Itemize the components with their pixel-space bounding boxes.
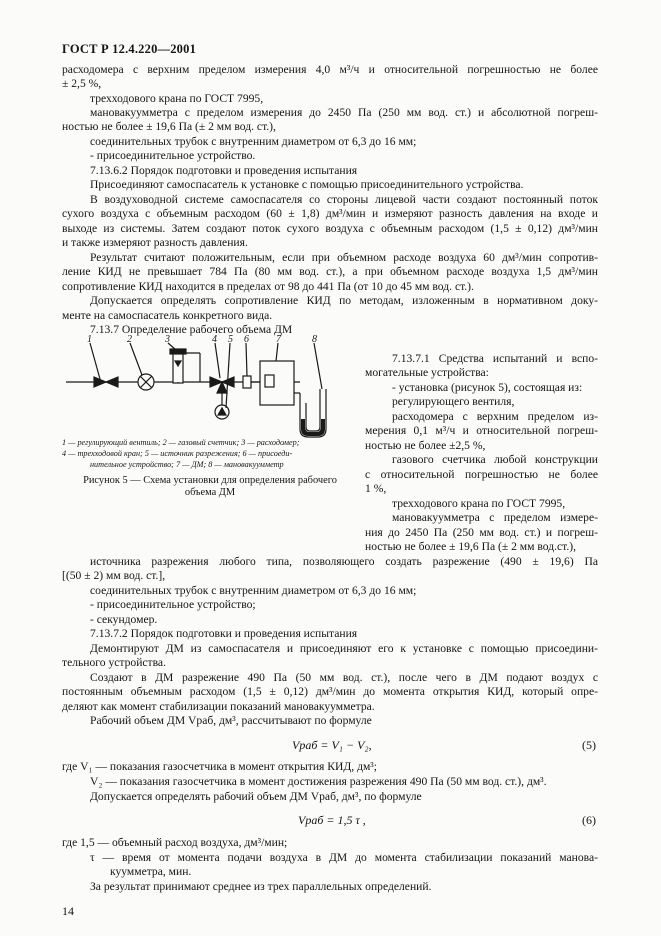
document-header: ГОСТ Р 12.4.220—2001 — [62, 42, 197, 56]
text-line: ностью не более ± 19,6 Па (± 2 мм вод.ст.), — [365, 540, 577, 553]
formula-6: Vраб = 1,5 τ , — [298, 813, 366, 827]
figure-caption: нительное устройство; 7 — ДМ; 8 — мановакуумметр — [90, 460, 284, 469]
text-line: ление КИД не превышает 784 Па (80 мм вод. ст.), а при объемном расходе воздуха 1,5 дм³/мин — [62, 265, 598, 278]
text-line: с относительной погрешностью не более — [365, 468, 598, 481]
text-line: соединительных трубок с внутренним диаметром от 6,3 до 16 мм; — [90, 584, 417, 597]
text-line: Создают в ДМ разрежение 490 Па (50 мм вод. ст.), после чего в ДМ подают воздух с — [90, 671, 598, 684]
text-line: трехходового крана по ГОСТ 7995, — [392, 497, 566, 510]
text-line: куумметра, мин. — [110, 865, 192, 878]
text-line: газового счетчика любой конструкции — [392, 453, 598, 466]
text-line: - присоединительное устройство; — [90, 598, 256, 611]
figure-label: 8 — [312, 334, 317, 345]
text-line: трехходового крана по ГОСТ 7995, — [90, 92, 264, 105]
text-line: - секундомер. — [90, 613, 158, 626]
figure-label: 2 — [127, 334, 132, 345]
text-line: τ — время от момента подачи воздуха в ДМ до момента стабилизации показаний манова- — [90, 851, 598, 864]
text-line: мерения 0,1 м³/ч и относительной погреш- — [365, 424, 598, 437]
figure-label: 5 — [228, 334, 233, 345]
text-line: Допускается определять рабочий объем ДМ Vраб, дм³, по формуле — [90, 790, 422, 803]
text-line: Присоединяют самоспасатель к установке с помощью присоединительного устройства. — [90, 178, 524, 191]
figure-caption: 4 — трехходовой кран; 5 — источник разрежения; 6 — присоеди- — [62, 449, 293, 458]
text-line: могательные устройства: — [365, 366, 489, 379]
text-line: 1 %, — [365, 482, 387, 495]
text-line: сухого воздуха с объемным расходом (60 ± 1,8) дм³/мин и измеряют разность давления на входе и — [62, 207, 598, 220]
text-line: За результат принимают среднее из трех параллельных определений. — [90, 880, 432, 893]
text-line: расходомера с верхним пределом из- — [392, 410, 598, 423]
text-line: сопротивление КИД находится в пределах от 98 до 441 Па (от 10 до 45 мм вод. ст.). — [62, 280, 474, 293]
text-line: - установка (рисунок 5), состоящая из: — [392, 381, 583, 394]
text-line: [(50 ± 2) мм вод. ст.], — [62, 569, 166, 582]
text-line: расходомера с верхним пределом измерения 4,0 м³/ч и относительной погрешностью не более — [62, 63, 598, 76]
figure-label: 7 — [276, 334, 281, 345]
text-line: - присоединительное устройство. — [90, 149, 256, 162]
text-line: постоянным объемным расходом (1,5 ± 0,12) дм³/мин до момента открытия КИД, который опре- — [62, 685, 598, 698]
figure-label: 1 — [87, 334, 92, 345]
figure-title: объема ДМ — [184, 487, 236, 498]
text-line: менте на самоспасатель конкретного вида. — [62, 309, 273, 322]
text-line: ностью не более ± 19,6 Па (± 2 мм вод. ст.), — [62, 120, 276, 133]
text-line: выходе из системы. Затем создают поток сухого воздуха с объемным расходом (1,5 ± 0,12) дм³/мин — [62, 222, 598, 235]
text-line: V₂ — показания газосчетчика в момент достижения разрежения 490 Па (50 мм вод. ст.), дм³. — [90, 775, 547, 788]
text-line: где V₁ — показания газосчетчика в момент открытия КИД, дм³; — [62, 760, 378, 773]
text-line: регулирующего вентиля, — [392, 395, 515, 408]
text-line: деляют как момент стабилизации показаний мановакуумметра. — [62, 700, 375, 713]
text-line: источника разрежения любого типа, позволяющего создать разрежение (490 ± 19,6) Па — [90, 555, 598, 568]
figure-label: 3 — [165, 334, 170, 345]
text-line: Рабочий объем ДМ Vраб, дм³, рассчитывают по формуле — [90, 714, 372, 727]
figure-label: 4 — [212, 334, 217, 345]
section-heading: 7.13.6.2 Порядок подготовки и проведения испытания — [90, 164, 358, 177]
equation-number: (5) — [582, 738, 596, 752]
text-line: ния до 2450 Па (250 мм вод. ст.) и погреш- — [365, 526, 598, 539]
text-line: и также измеряют разность давления. — [62, 236, 248, 249]
text-line: тельного устройства. — [62, 656, 166, 669]
text-line: мановакуумметра с пределом измере- — [392, 511, 598, 524]
text-line: 7.13.7.1 Средства испытаний и вспо- — [392, 352, 598, 365]
text-line: соединительных трубок с внутренним диаметром от 6,3 до 16 мм; — [90, 135, 417, 148]
figure-title: Рисунок 5 — Схема установки для определения рабочего — [83, 475, 337, 486]
text-line: В воздуховодной системе самоспасателя со стороны лицевой части создают постоянный поток — [90, 193, 598, 206]
formula-5: Vраб = V₁ − V₂, — [292, 738, 372, 752]
text-line: ± 2,5 %, — [62, 77, 102, 90]
text-line: Допускается определять сопротивление КИД по методам, изложенным в нормативном доку- — [90, 294, 598, 307]
figure-label: 6 — [244, 334, 249, 345]
text-line: ностью не более ±2,5 %, — [365, 439, 486, 452]
page-number: 14 — [62, 904, 74, 918]
text-line: Результат считают положительным, если при объемном расходе воздуха 60 дм³/мин сопротив- — [90, 251, 598, 264]
text-line: мановакуумметра с пределом измерения до 2450 Па (250 мм вод. ст.) и абсолютной погреш- — [90, 106, 598, 119]
text-line: где 1,5 — объемный расход воздуха, дм³/мин; — [62, 836, 288, 849]
section-heading: 7.13.7 Определение рабочего объема ДМ — [90, 323, 293, 336]
figure-5-schematic — [60, 333, 360, 443]
section-heading: 7.13.7.2 Порядок подготовки и проведения испытания — [90, 627, 358, 640]
equation-number: (6) — [582, 813, 596, 827]
text-line: Демонтируют ДМ из самоспасателя и присоединяют его к установке с помощью присоедини- — [90, 642, 598, 655]
figure-caption: 1 — регулирующий вентиль; 2 — газовый счетчик; 3 — расходомер; — [62, 438, 300, 447]
